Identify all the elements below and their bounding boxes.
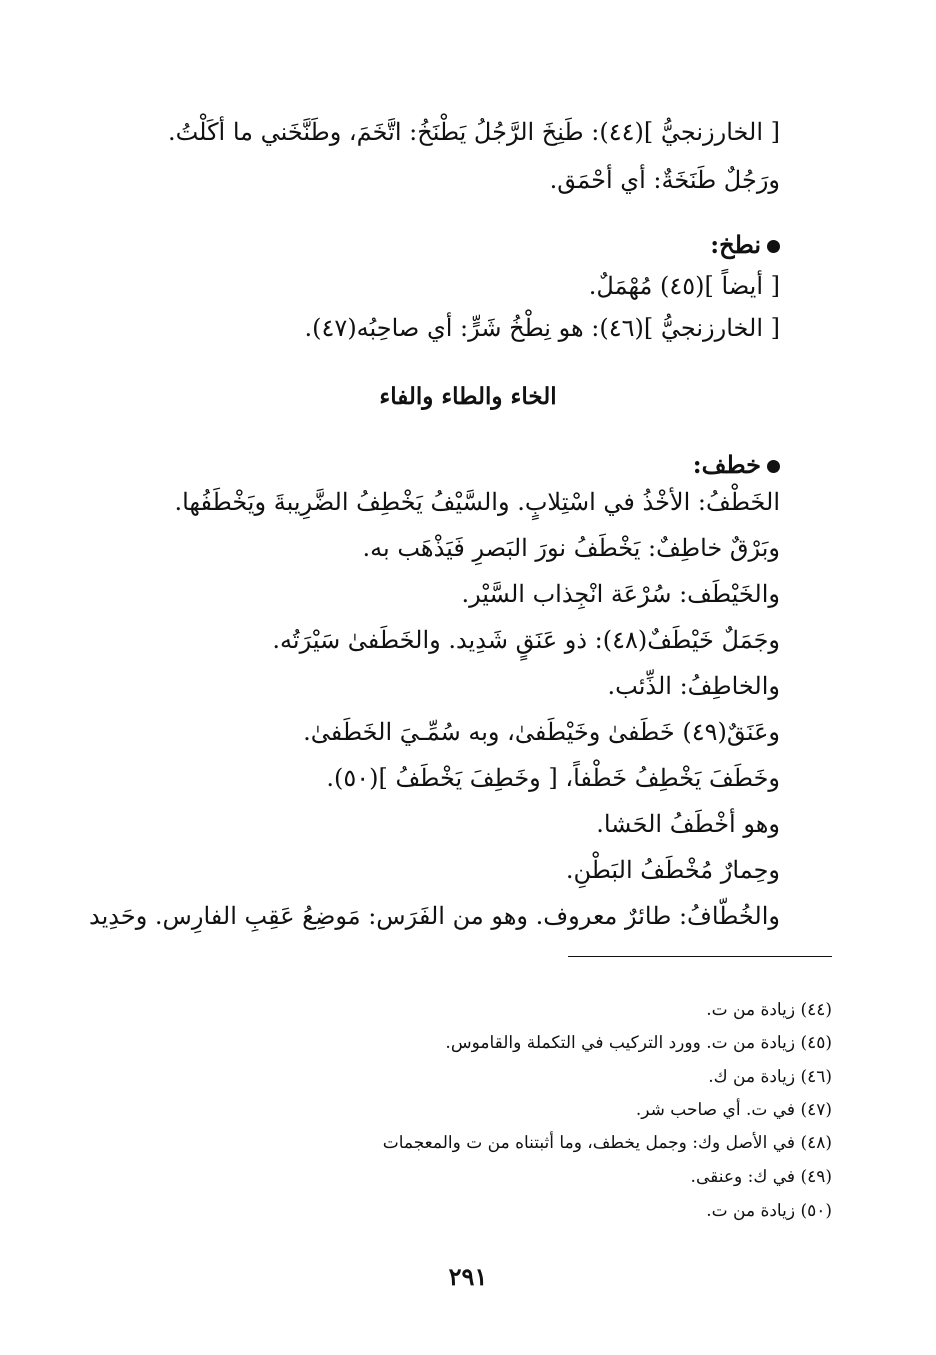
entry-khtf	[60, 450, 780, 486]
entry-line: والخَيْطَف: سُرْعَة انْجِذاب السَّيْر.	[461, 580, 780, 608]
entry-line: [ الخارزنجيُّ ](٤٦): هو نِطْخُ شَرٍّ: أي صاحِبُه(٤٧).	[304, 314, 780, 342]
footnote: (٤٦) زيادة من ك.	[708, 1067, 832, 1087]
footnote: (٤٤) زيادة من ت.	[706, 1000, 832, 1020]
entry-line: والخُطّافُ: طائرٌ معروف. وهو من الفَرَس: مَوضِعُ عَقِبِ الفارِس. وحَدِيد	[89, 902, 780, 930]
entry-line: وبَرْقٌ خاطِفٌ: يَخْطَفُ نورَ البَصرِ فَيَذْهَب به.	[362, 534, 780, 562]
bullet-icon	[767, 460, 780, 473]
root-heading	[60, 450, 780, 486]
entry-tnkh	[60, 118, 780, 195]
root-word: خطف:	[692, 450, 761, 479]
section-heading: الخاء والطاء والفاء	[379, 383, 557, 410]
footnote: (٥٠) زيادة من ت.	[706, 1201, 832, 1221]
entry-line: الخَطْفُ: الأخْذُ في اسْتِلابٍ. والسَّيْفُ يَخْطِفُ الضَّرِيبةَ ويَخْطَفُها.	[174, 488, 780, 516]
entry-line: وحِمارٌ مُخْطَفُ البَطْنِ.	[565, 856, 780, 884]
entry-line: [ الخارزنجيُّ ](٤٤): طَنِخَ الرَّجُلُ يَطْنَخُ: اتَّخَمَ، وطَنَّخَني ما أكَلْتُ.	[167, 118, 780, 146]
entry-line: ورَجُلٌ طَنَخَةٌ: أي أحْمَق.	[549, 166, 780, 194]
footnote: (٤٥) زيادة من ت. وورد التركيب في التكملة والقاموس.	[445, 1033, 832, 1053]
bullet-icon	[767, 240, 780, 253]
entry-line: وهو أخْطَفُ الحَشا.	[596, 810, 780, 838]
page-number: ٢٩١	[448, 1262, 488, 1291]
entry-khtf-body	[60, 488, 780, 931]
entry-ntkh	[60, 230, 780, 343]
entry-line: والخاطِفُ: الذِّئب.	[607, 672, 780, 700]
entry-line: وعَنَقٌ(٤٩) خَطَفىٰ وخَيْطَفىٰ، وبه سُمِّـيَ الخَطَفىٰ.	[303, 718, 780, 746]
footnote-divider	[568, 956, 832, 957]
footnote: (٤٨) في الأصل وك: وجمل يخطف، وما أثبتناه من ت والمعجمات	[382, 1133, 832, 1153]
root-heading	[60, 230, 780, 272]
footnote: (٤٩) في ك: وعنقى.	[690, 1167, 832, 1187]
footnote: (٤٧) في ت. أي صاحب شر.	[635, 1100, 832, 1120]
entry-line: وخَطَفَ يَخْطِفُ خَطْفاً، [ وخَطِفَ يَخْطَفُ ](٥٠).	[326, 764, 780, 792]
root-word: نطخ:	[710, 230, 761, 259]
entry-line: [ أيضاً ](٤٥) مُهْمَلٌ.	[588, 272, 780, 300]
entry-line: وجَمَلٌ خَيْطَفٌ(٤٨): ذو عَنَقٍ شَدِيد. والخَطَفىٰ سَيْرَتُه.	[272, 626, 780, 654]
